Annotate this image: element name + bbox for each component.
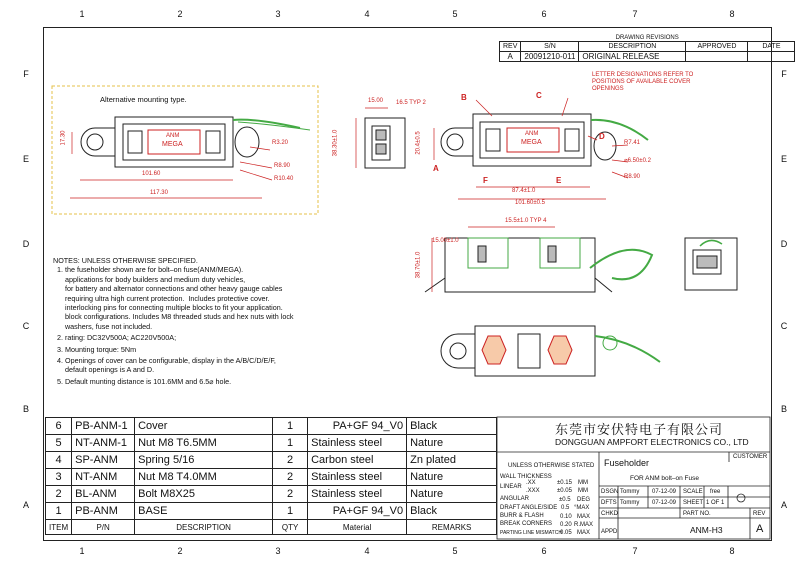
- note-line-12: 5. Default munting distance is 101.6MM and 6.5⌀ hole.: [53, 376, 232, 386]
- dim-15-00-front: 15.00±1.0: [432, 238, 459, 244]
- alt-mount-label: Alternative mounting type.: [100, 95, 187, 104]
- zone-bottom-5: 5: [452, 546, 458, 556]
- zone-top-8: 8: [729, 9, 735, 19]
- alt-strap: [233, 120, 300, 128]
- zone-right-a: A: [780, 500, 787, 510]
- revision-value: A: [756, 523, 764, 535]
- rev-row-rev: A: [500, 52, 521, 62]
- bom-desc: Nut M8 T4.0MM: [135, 469, 273, 486]
- appd-label: APPD: [601, 529, 618, 535]
- side-view: [356, 108, 405, 168]
- scale-value: free: [710, 489, 721, 495]
- bom-desc: Nut M8 T6.5MM: [135, 435, 273, 452]
- main-top-view: [434, 98, 648, 199]
- linear-xx-tol: ±0.15: [557, 480, 572, 486]
- rev-header-rev: REV: [500, 42, 521, 52]
- zone-bottom-2: 2: [177, 546, 183, 556]
- zone-top-7: 7: [632, 9, 638, 19]
- front-view: [425, 227, 652, 292]
- note-line-3: for battery and alternator connections and other heavy gauge cables: [53, 284, 283, 294]
- note-line-2: applications for body builders and medium duty vehicles,: [53, 274, 246, 284]
- linear-xxx-unit: MM: [578, 488, 588, 494]
- bom-header-qty: QTY: [273, 520, 308, 535]
- bom-item: 3: [46, 469, 72, 486]
- bom-item: 1: [46, 503, 72, 520]
- corners-val: 0.20: [560, 522, 572, 528]
- part-no-label: PART NO.: [683, 511, 711, 517]
- bom-pn: PB-ANM: [72, 503, 135, 520]
- dim-16-5-typ: 16.5 TYP 2: [396, 100, 426, 106]
- wall-thickness: WALL THICKNESS: [500, 474, 552, 480]
- dim-hole-6-50: ⌀6.50±0.2: [624, 158, 651, 164]
- letter-c: C: [536, 91, 542, 100]
- bom-material: PA+GF 94_V0: [308, 503, 407, 520]
- linear-xx: .XX: [526, 480, 536, 486]
- note-line-10: 4. Openings of cover can be configurable, display in the A/B/C/D/E/F,: [53, 356, 276, 366]
- bom-pn: NT-ANM: [72, 469, 135, 486]
- tolerance-title: UNLESS OTHERWISE STATED: [508, 463, 595, 469]
- bom-header-desc: DESCRIPTION: [135, 520, 273, 535]
- bom-pn: BL-ANM: [72, 486, 135, 503]
- dim-15-00: 15.00: [368, 98, 384, 104]
- company-name-en: DONGGUAN AMPFORT ELECTRONICS CO., LTD: [555, 437, 749, 447]
- draft-val: 0.5: [561, 505, 570, 511]
- zone-left-b: B: [22, 404, 29, 414]
- dim-r8-90: R8.90: [274, 163, 291, 169]
- bom-pn: PB-ANM-1: [72, 418, 135, 435]
- bom-header-material: Material: [308, 520, 407, 535]
- bom-item: 5: [46, 435, 72, 452]
- bom-header-item: ITEM: [46, 520, 72, 535]
- burr-label: BURR & FLASH: [500, 513, 544, 519]
- letter-e: E: [556, 176, 562, 185]
- rev-row-desc: ORIGINAL RELEASE: [579, 52, 686, 62]
- zone-top-3: 3: [275, 9, 281, 19]
- dim-87-4: 87.4±1.0: [512, 188, 536, 194]
- bom-desc: Spring 5/16: [135, 452, 273, 469]
- bom-header-remarks: REMARKS: [407, 520, 497, 535]
- note-line-7: washers, fuse not included.: [53, 321, 153, 331]
- note-line-5: interlocking pins for connecting multiple blocks to fit your application.: [53, 303, 283, 313]
- zone-bottom-7: 7: [632, 546, 638, 556]
- letter-a: A: [433, 164, 439, 173]
- bom-qty: 1: [273, 418, 308, 435]
- bom-item: 6: [46, 418, 72, 435]
- angular-unit: DEG: [577, 497, 591, 503]
- dim-38-70: 38.70±1.0: [415, 251, 422, 279]
- drawing-number: ANM-H3: [690, 525, 723, 535]
- dim-r3-20: R3.20: [272, 140, 289, 146]
- bom-remarks: Nature: [407, 435, 497, 452]
- bom-material: Stainless steel: [308, 486, 407, 503]
- bom-header-row: [46, 520, 497, 535]
- note-line-1: 1. the fuseholder shown are for bolt–on fuse(ANM/MEGA).: [53, 265, 244, 275]
- alt-left-ear: [81, 128, 115, 156]
- zone-right-d: D: [780, 239, 788, 249]
- zone-bottom-6: 6: [541, 546, 547, 556]
- zone-bottom-3: 3: [275, 546, 281, 556]
- zone-right-e: E: [780, 154, 787, 164]
- note-line-6: block configurations. Includes M8 threaded studs and hex nuts with lock: [53, 312, 294, 322]
- draft-label: DRAFT ANGLE/SIDE: [500, 505, 558, 511]
- dim-101-60: 101.60: [142, 171, 161, 177]
- note-line-8: 2. rating: DC32V500A; AC220V500A;: [53, 333, 177, 343]
- part-title: Fuseholder: [604, 458, 650, 468]
- dim-r8-90-main: R8.90: [624, 174, 641, 180]
- notes-heading: NOTES: UNLESS OTHERWISE SPECIFIED.: [53, 256, 198, 265]
- bom-row: [46, 503, 497, 520]
- bom-material: Stainless steel: [308, 469, 407, 486]
- bom-qty: 1: [273, 503, 308, 520]
- bom-row: [46, 418, 497, 435]
- bom-remarks: Nature: [407, 469, 497, 486]
- part-subtitle: FOR ANM bolt–on Fuse: [630, 475, 699, 482]
- zone-bottom-8: 8: [729, 546, 735, 556]
- note-line-9: 3. Mounting torque: 5Nm: [53, 344, 137, 354]
- zone-top-4: 4: [364, 9, 370, 19]
- customer-label: CUSTOMER: [733, 454, 768, 460]
- letter-b: B: [461, 93, 467, 102]
- alt-mounting-view: [52, 86, 318, 214]
- zone-right-c: C: [780, 321, 788, 331]
- parting-label: PARTING LINE MISMATCH: [500, 530, 562, 536]
- zone-right-b: B: [780, 404, 787, 414]
- bom-qty: 2: [273, 486, 308, 503]
- rev-header-desc: DESCRIPTION: [579, 42, 686, 52]
- dim-r7-41: R7.41: [624, 140, 641, 146]
- dim-101-60-main: 101.60±0.5: [515, 200, 545, 206]
- bom-pn: SP-ANM: [72, 452, 135, 469]
- bom-material: Stainless steel: [308, 435, 407, 452]
- letter-d: D: [599, 132, 605, 141]
- bom-desc: Cover: [135, 418, 273, 435]
- right-side-view: [685, 238, 737, 290]
- corners-unit: R.MAX: [574, 522, 594, 528]
- bom-qty: 1: [273, 435, 308, 452]
- dim-38-30: 38.30±1.0: [332, 129, 339, 157]
- alt-right-ear: [235, 127, 259, 157]
- zone-left-c: C: [22, 321, 30, 331]
- alt-anm-label: ANM: [166, 133, 180, 139]
- letter-designation-note: LETTER DESIGNATIONS REFER TO POSITIONS OF AVAILABLE COVER OPENINGS: [592, 72, 694, 92]
- dfts-date: 07-12-09: [652, 500, 677, 506]
- parting-unit: MAX: [577, 530, 591, 536]
- scale-label: SCALE: [683, 489, 703, 495]
- bom-material: Carbon steel: [308, 452, 407, 469]
- dim-17-30: 17.30: [60, 130, 67, 146]
- linear-xx-unit: MM: [578, 480, 588, 486]
- bom-remarks: Zn plated: [407, 452, 497, 469]
- bom-remarks: Nature: [407, 486, 497, 503]
- zone-bottom-4: 4: [364, 546, 370, 556]
- dim-15-5-typ4: 15.5±1.0 TYP 4: [505, 218, 547, 224]
- bom-item: 4: [46, 452, 72, 469]
- main-mega-label: MEGA: [521, 139, 542, 146]
- dfts-label: DFTS: [601, 500, 617, 506]
- main-anm-label: ANM: [525, 131, 539, 137]
- bom-row: [46, 486, 497, 503]
- bom-qty: 2: [273, 452, 308, 469]
- angular-val: ±0.5: [559, 497, 571, 503]
- alt-mega-label: MEGA: [162, 141, 183, 148]
- zone-left-a: A: [22, 500, 29, 510]
- bom-remarks: Black: [407, 418, 497, 435]
- linear-xxx-tol: ±0.05: [557, 488, 572, 494]
- zone-bottom-1: 1: [79, 546, 85, 556]
- sheet-label: SHEET: [683, 500, 704, 506]
- bottom-view: [441, 326, 660, 376]
- note-line-11: default openings is A and D.: [53, 365, 155, 375]
- bom-material: PA+GF 94_V0: [308, 418, 407, 435]
- bom-table: [45, 417, 497, 535]
- sheet-value: 1 OF 1: [706, 500, 725, 506]
- bom-row: [46, 435, 497, 452]
- zone-right-f: F: [781, 69, 787, 79]
- bom-qty: 2: [273, 469, 308, 486]
- parting-val: 0.05: [560, 530, 572, 536]
- dsgn-label: DSGN: [601, 489, 619, 495]
- dsgn-name: Tommy: [620, 489, 640, 495]
- burr-val: 0.10: [560, 514, 572, 520]
- letter-f: F: [483, 176, 488, 185]
- dim-r10-40: R10.40: [274, 176, 294, 182]
- bom-pn: NT-ANM-1: [72, 435, 135, 452]
- corners-label: BREAK CORNERS: [500, 521, 553, 527]
- dim-117-30: 117.30: [150, 190, 168, 196]
- zone-top-6: 6: [541, 9, 547, 19]
- bom-desc: BASE: [135, 503, 273, 520]
- burr-unit: MAX: [577, 514, 591, 520]
- bom-remarks: Black: [407, 503, 497, 520]
- dim-20-4: 20.4±0.5: [415, 131, 422, 155]
- linear-xxx: .XXX: [526, 488, 540, 494]
- bom-desc: Bolt M8X25: [135, 486, 273, 503]
- linear-label: LINEAR: [500, 484, 522, 490]
- zone-left-e: E: [22, 154, 29, 164]
- company-name-cn: 东莞市安伏特电子有限公司: [555, 423, 724, 438]
- dfts-name: Tommy: [620, 500, 640, 506]
- revision-title: DRAWING REVISIONS: [615, 34, 679, 41]
- bom-row: [46, 469, 497, 486]
- zone-top-1: 1: [79, 9, 85, 19]
- bom-item: 2: [46, 486, 72, 503]
- dsgn-date: 07-12-09: [652, 489, 677, 495]
- zone-left-f: F: [23, 69, 29, 79]
- angular-label: ANGULAR: [500, 496, 530, 502]
- zone-top-5: 5: [452, 9, 458, 19]
- rev-header-date: DATE: [748, 42, 795, 52]
- note-line-4: requiring ultra high current protection. Includes protective cover.: [53, 293, 270, 303]
- draft-unit: °MAX: [574, 505, 590, 511]
- rev-header-sn: S/N: [521, 42, 579, 52]
- zone-left-d: D: [22, 239, 30, 249]
- bom-row: [46, 452, 497, 469]
- rev-row-sn: 20091210-011: [521, 52, 579, 62]
- rev-header-approved: APPROVED: [686, 42, 748, 52]
- bom-header-pn: P/N: [72, 520, 135, 535]
- chkd-label: CHKD: [601, 511, 619, 517]
- notes-block: [53, 256, 448, 386]
- rev-label: REV: [753, 511, 766, 517]
- zone-top-2: 2: [177, 9, 183, 19]
